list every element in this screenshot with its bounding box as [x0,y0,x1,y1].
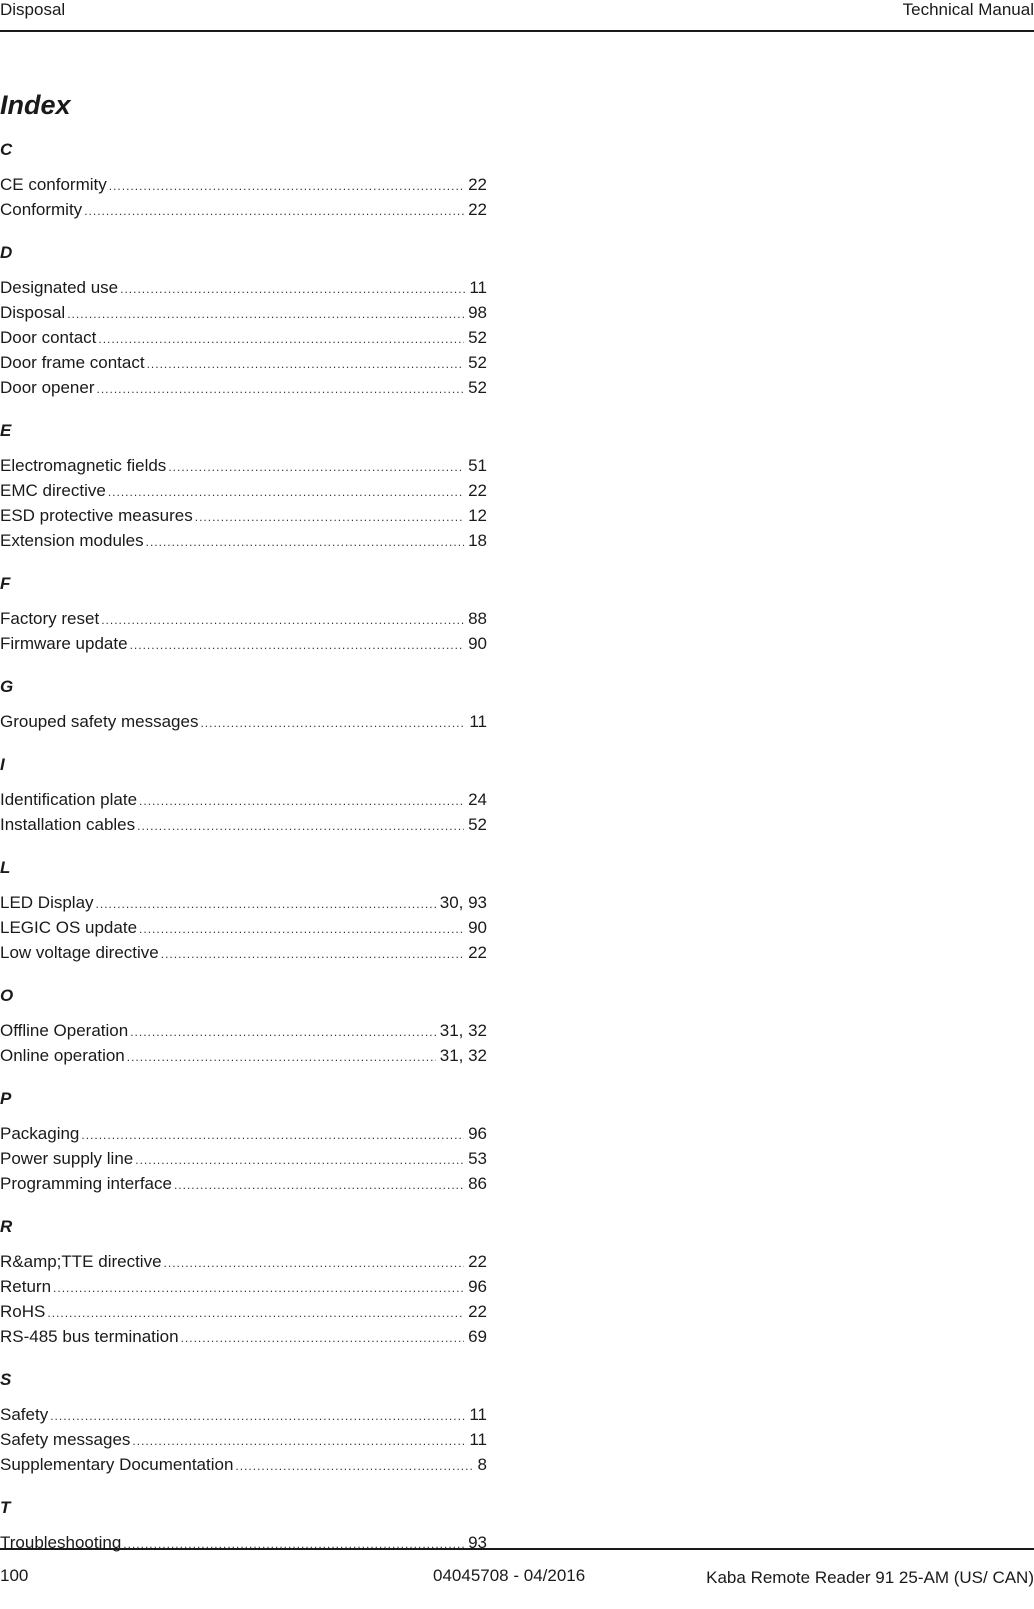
dot-leader [135,1148,464,1173]
index-entry [0,1171,487,1196]
index-term: Door opener [0,378,95,397]
index-term: EMC directive [0,481,106,500]
section-letter: R [0,1217,13,1236]
dot-leader [53,1276,464,1301]
index-entry [0,1274,487,1299]
index-entry [0,940,487,965]
dot-leader [98,327,464,352]
index-page-ref: 96 [468,1124,487,1143]
section-letter: S [0,1370,12,1389]
index-entry [0,812,487,837]
index-page-ref: 69 [468,1327,487,1346]
index-page-ref: 31, 32 [439,1021,487,1040]
section-letter: D [0,243,13,262]
index-section-s [0,1368,487,1477]
section-letter: O [0,986,14,1005]
index-term: LEGIC OS update [0,918,138,937]
index-term: RS-485 bus termination [0,1327,179,1346]
index-term: CE conformity [0,175,107,194]
header-chapter: Disposal [0,0,66,19]
dot-leader [108,480,464,505]
dot-leader [127,1045,436,1070]
index-page-ref: 90 [468,918,487,937]
index-term: Firmware update [0,634,128,653]
dot-leader [120,277,465,302]
section-letter: L [0,858,11,877]
dot-leader [67,302,464,327]
index-entry [0,1427,487,1452]
section-letter: P [0,1089,12,1108]
index-term: Extension modules [0,531,144,550]
index-page-ref: 11 [469,278,487,297]
index-page-ref: 52 [468,378,487,397]
index-section-i [0,753,487,837]
index-term: Programming interface [0,1174,172,1193]
index-section-g [0,675,487,734]
index-page-ref: 18 [468,531,487,550]
index-page-ref: 8 [477,1455,487,1474]
index-term: Grouped safety messages [0,712,199,731]
dot-leader [139,917,464,942]
index-section-f [0,572,487,656]
dot-leader [101,608,464,633]
index-entry [0,709,487,734]
index-term: Door contact [0,328,97,347]
index-entry [0,375,487,400]
index-entry [0,350,487,375]
page-title: Index [0,90,71,120]
index-page-ref: 30, 93 [439,893,487,912]
index-entry [0,1043,487,1068]
index-page-ref: 22 [468,481,487,500]
dot-leader [130,1020,436,1045]
index-term: Troubleshooting [0,1533,122,1552]
index-page-ref: 86 [468,1174,487,1193]
index-page-ref: 51 [468,456,487,475]
index-page-ref: 11 [469,1430,487,1449]
dot-leader [161,942,464,967]
index-entry [0,503,487,528]
index-term: LED Display [0,893,94,912]
index-term: RoHS [0,1302,46,1321]
dot-leader [96,892,436,917]
index-term: Disposal [0,303,66,322]
index-entry [0,606,487,631]
index-entry [0,631,487,656]
dot-leader [97,377,465,402]
index-term: Low voltage directive [0,943,159,962]
index-entry [0,197,487,222]
index-entry [0,528,487,553]
section-letter: T [0,1498,11,1517]
index-term: R&amp;TTE directive [0,1252,162,1271]
dot-leader [130,633,465,658]
index-section-d [0,241,487,400]
index-entry [0,1299,487,1324]
dot-leader [139,789,464,814]
section-letter: G [0,677,14,696]
index-entry [0,325,487,350]
index-page-ref: 11 [469,1405,487,1424]
index-section-t [0,1496,487,1555]
dot-leader [147,352,465,377]
index-term: Identification plate [0,790,138,809]
index-section-c [0,138,487,222]
index-term: Offline Operation [0,1021,129,1040]
index-term: Safety messages [0,1430,131,1449]
header-doc-type: Technical Manual [902,0,1034,19]
index-page-ref: 52 [468,328,487,347]
index-term: Online operation [0,1046,125,1065]
index-term: Safety [0,1405,49,1424]
index-section-o [0,984,487,1068]
index-page-ref: 22 [468,1302,487,1321]
index-term: Electromagnetic fields [0,456,167,475]
dot-leader [47,1301,464,1326]
section-letter: F [0,574,11,593]
index-page-ref: 93 [468,1533,487,1552]
dot-leader [235,1454,473,1479]
index-page-ref: 52 [468,353,487,372]
index-entry [0,1146,487,1171]
index-section-p [0,1087,487,1196]
dot-leader [200,711,465,736]
index-page-ref: 52 [468,815,487,834]
index-section-e [0,419,487,553]
dot-leader [164,1251,465,1276]
index-term: Installation cables [0,815,136,834]
index-entry [0,300,487,325]
index-entry [0,787,487,812]
index-page-ref: 12 [468,506,487,525]
dot-leader [146,530,464,555]
index-page-ref: 96 [468,1277,487,1296]
index-page-ref: 22 [468,1252,487,1271]
footer-product: Kaba Remote Reader 91 25-AM (US/ CAN) [706,1568,1034,1587]
index-term: Packaging [0,1124,80,1143]
index-page-ref: 88 [468,609,487,628]
index-entry [0,1402,487,1427]
index-entry [0,915,487,940]
page-footer [0,1548,1034,1609]
index-entry [0,478,487,503]
index-term: ESD protective measures [0,506,193,525]
dot-leader [50,1404,465,1429]
index-entry [0,1324,487,1349]
index-entry [0,1249,487,1274]
dot-leader [195,505,464,530]
index-page-ref: 22 [468,200,487,219]
index-page-ref: 98 [468,303,487,322]
footer-page-number: 100 [0,1566,29,1585]
page-header [0,0,1034,32]
index-entry [0,1452,487,1477]
dot-leader [137,814,464,839]
section-letter: C [0,140,13,159]
dot-leader [181,1326,464,1351]
index-entry [0,275,487,300]
index-term: Power supply line [0,1149,134,1168]
index-entry [0,890,487,915]
footer-doc-number: 04045708 - 04/2016 [433,1566,586,1585]
index-section-l [0,856,487,965]
dot-leader [81,1123,464,1148]
dot-leader [132,1429,465,1454]
index-term: Conformity [0,200,83,219]
index-entry [0,1121,487,1146]
index-term: Return [0,1277,52,1296]
index-entry [0,1018,487,1043]
index-entry [0,453,487,478]
index-page-ref: 22 [468,175,487,194]
section-letter: E [0,421,12,440]
index-page-ref: 31, 32 [439,1046,487,1065]
dot-leader [174,1173,464,1198]
index-term: Factory reset [0,609,100,628]
index-page-ref: 53 [468,1149,487,1168]
dot-leader [168,455,464,480]
index-section-r [0,1215,487,1349]
dot-leader [84,199,464,224]
section-letter: I [0,755,5,774]
index-term: Designated use [0,278,119,297]
index-page-ref: 90 [468,634,487,653]
index-page-ref: 24 [468,790,487,809]
index-page-ref: 22 [468,943,487,962]
index-page-ref: 11 [469,712,487,731]
dot-leader [109,174,464,199]
index-entry [0,172,487,197]
index-term: Supplementary Documentation [0,1455,234,1474]
index-term: Door frame contact [0,353,145,372]
index-list [0,138,487,1574]
